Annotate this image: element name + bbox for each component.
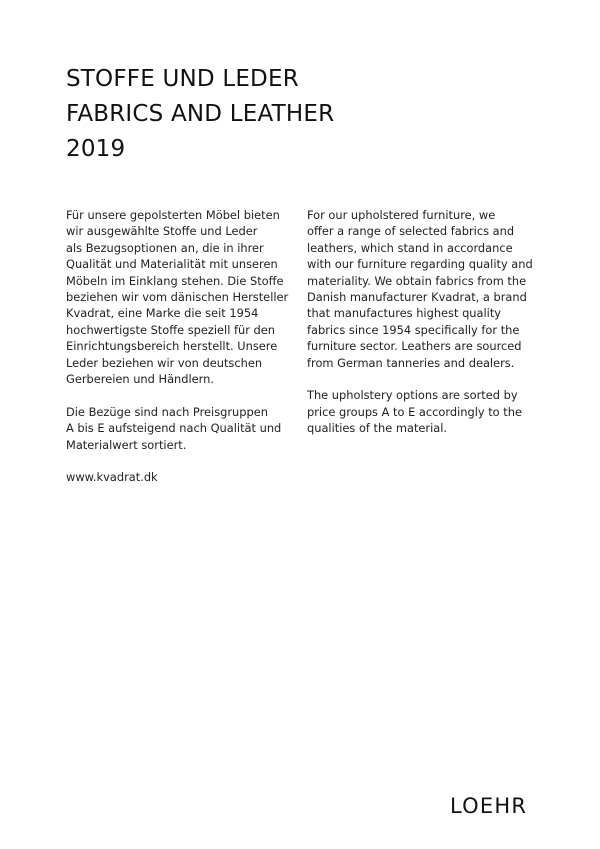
text-line: fabrics since 1954 specifically for the [307, 322, 520, 337]
text-line: leathers, which stand in accordance [307, 240, 513, 255]
german-paragraph-price-groups [66, 404, 302, 453]
text-line: For our upholstered furniture, we [307, 208, 496, 222]
page-title [66, 62, 334, 167]
english-paragraph-intro [307, 207, 537, 371]
text-line: Kvadrat, eine Marke die seit 1954 [66, 306, 259, 321]
title-line-year: 2019 [66, 136, 126, 162]
german-paragraph-intro [66, 207, 302, 387]
german-column [66, 207, 302, 486]
text-line: Danish manufacturer Kvadrat, a brand [307, 290, 527, 305]
text-line: with our furniture regarding quality and [307, 257, 533, 272]
english-column [307, 207, 537, 437]
text-line: Möbeln im Einklang stehen. Die Stoffe [66, 273, 284, 288]
brand-logo: LOEHR [450, 794, 528, 818]
text-line: qualities of the material. [307, 421, 448, 436]
text-line: Für unsere gepolsterten Möbel bieten [66, 208, 280, 222]
text-line: Die Bezüge sind nach Preisgruppen [66, 404, 268, 419]
text-line: that manufactures highest quality [307, 306, 502, 321]
text-line: from German tanneries and dealers. [307, 355, 515, 370]
text-line: Leder beziehen wir von deutschen [66, 355, 263, 370]
text-line: price groups A to E accordingly to the [307, 404, 522, 419]
text-line: materiality. We obtain fabrics from the [307, 273, 527, 288]
title-line-english: FABRICS AND LEATHER [66, 101, 335, 127]
text-line: hochwertigste Stoffe speziell für den [66, 322, 275, 337]
text-line: furniture sector. Leathers are sourced [307, 339, 522, 354]
text-line: beziehen wir vom dänischen Hersteller [66, 290, 289, 305]
english-paragraph-price-groups [307, 387, 537, 436]
text-line: A bis E aufsteigend nach Qualität und [66, 421, 282, 436]
text-line: Materialwert sortiert. [66, 437, 187, 452]
paragraph-spacer [307, 371, 537, 387]
text-line: offer a range of selected fabrics and [307, 224, 515, 239]
paragraph-spacer [66, 453, 302, 469]
text-line: als Bezugsoptionen an, die in ihrer [66, 240, 264, 255]
text-line: Qualität und Materialität mit unseren [66, 257, 278, 272]
text-line: Gerbereien und Händlern. [66, 372, 214, 387]
text-line: Einrichtungsbereich herstellt. Unsere [66, 339, 278, 354]
title-line-german: STOFFE UND LEDER [66, 66, 299, 92]
text-line: wir ausgewählte Stoffe und Leder [66, 224, 258, 239]
paragraph-spacer [66, 387, 302, 403]
website-link[interactable]: www.kvadrat.dk [66, 470, 158, 485]
text-line: The upholstery options are sorted by [307, 388, 518, 403]
